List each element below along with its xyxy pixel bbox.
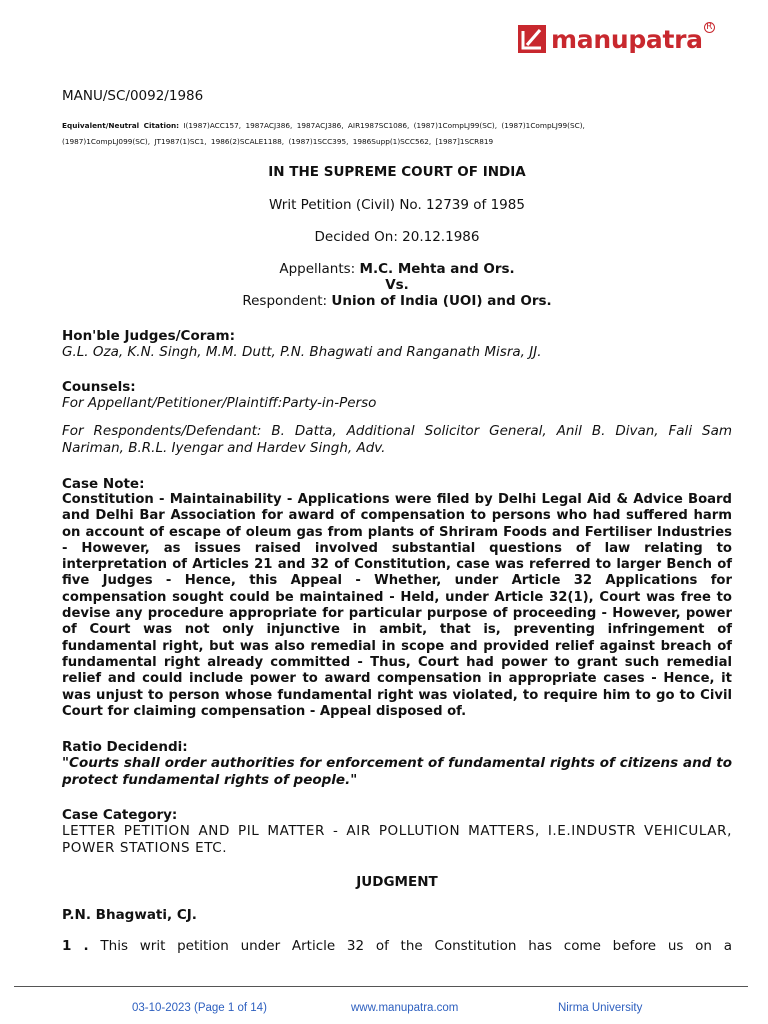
case-category-heading: Case Category: — [62, 807, 178, 824]
counsels-heading: Counsels: — [62, 379, 136, 395]
appellants-line — [62, 261, 732, 277]
counsel-respondent: For Respondents/Defendant: B. Datta, Additional Solicitor General, Anil B. Divan, Fali Sam Nariman, B.R.L. Iyengar and Hardev Singh, Adv. — [62, 423, 732, 456]
equivalent-citation-list-1: I(1987)ACC157, 1987ACJ386, 1987ACJ386, AIR1987SC1086, (1987)1CompLJ99(SC), (1987)1CompLJ99(SC), — [183, 121, 585, 130]
case-category-text: LETTER PETITION AND PIL MATTER - AIR POLLUTION MATTERS, I.E.INDUSTR VEHICULAR, POWER STATIONS ETC. — [62, 823, 732, 856]
appellants-name: M.C. Mehta and Ors. — [359, 261, 515, 277]
judgment-heading: JUDGMENT — [356, 874, 438, 891]
respondent-name: Union of India (UOI) and Ors. — [331, 293, 552, 309]
respondent-label: Respondent: — [242, 293, 328, 309]
manu-citation-number: MANU/SC/0092/1986 — [62, 88, 204, 104]
judges-heading: Hon'ble Judges/Coram: — [62, 328, 235, 344]
brand-name: manupatra — [551, 24, 703, 54]
versus — [62, 277, 732, 293]
paragraph-number: 1 . — [62, 938, 89, 955]
parties-block — [62, 261, 732, 309]
footer-date-page: 03-10-2023 (Page 1 of 14) — [132, 1002, 267, 1014]
manupatra-logo-icon — [518, 25, 546, 53]
counsel-appellant: For Appellant/Petitioner/Plaintiff:Party-in-Perso — [62, 395, 377, 411]
case-note-heading: Case Note: — [62, 476, 145, 492]
case-note-text: Constitution - Maintainability - Applications were filed by Delhi Legal Aid & Advice Board and Delhi Bar Association for award of compensation to persons who had suffered harm on account of escape of oleum gas from plants of Shriram Foods and Fertiliser Industries - However, as issues raised involved substantial questions of law relating to interpretation of Articles 21 and 32 of Constitution, case was referred to larger Bench of five Judges - Hence, this Appeal - Whether, under Article 32 Applications for compensation sought could be maintained - Held, under Article 32(1), Court was free to devise any procedure appropriate for particular purpose of proceeding - However, power of Court was not only injunctive in ambit, that is, preventing infringement of fundamental right, but was also remedial in scope and provided relief against breach of fundamental right already committed - Thus, Court had power to grant such remedial relief and could include power to award compensation in appropriate cases - Hence, it was unjust to person whose fundamental right was violated, to require him to go to Civil Court for claiming compensation - Appeal disposed of. — [62, 492, 732, 719]
decided-date: Decided On: 20.12.1986 — [314, 229, 480, 245]
judge-name: P.N. Bhagwati, CJ. — [62, 907, 197, 924]
registered-mark: R — [704, 22, 715, 33]
appellants-label: Appellants: — [279, 261, 356, 277]
equivalent-citation-label: Equivalent/Neutral Citation: — [62, 121, 180, 130]
footer-divider — [14, 986, 748, 987]
equivalent-citations — [62, 118, 732, 150]
equivalent-citation-list-2: (1987)1CompLJ099(SC), JT1987(1)SC1, 1986(2)SCALE1188, (1987)1SCC395, 1986Supp(1)SCC562, [1987]1SCR819 — [62, 137, 494, 146]
document-body — [62, 88, 732, 954]
judges-list: G.L. Oza, K.N. Singh, M.M. Dutt, P.N. Bhagwati and Ranganath Misra, JJ. — [62, 344, 542, 360]
paragraph-text: This writ petition under Article 32 of the Constitution has come before us on a — [100, 938, 732, 955]
writ-petition-number: Writ Petition (Civil) No. 12739 of 1985 — [269, 197, 525, 213]
manupatra-logo — [518, 22, 713, 54]
paragraph-1 — [62, 938, 732, 954]
footer-website-link[interactable]: www.manupatra.com — [351, 1002, 459, 1014]
court-name: IN THE SUPREME COURT OF INDIA — [268, 164, 526, 180]
respondent-line — [62, 293, 732, 309]
versus-label: Vs. — [385, 277, 409, 293]
ratio-text: "Courts shall order authorities for enforcement of fundamental rights of citizens and to protect fundamental rights of people." — [62, 755, 732, 788]
ratio-heading: Ratio Decidendi: — [62, 739, 188, 756]
footer-organization: Nirma University — [558, 1002, 643, 1014]
